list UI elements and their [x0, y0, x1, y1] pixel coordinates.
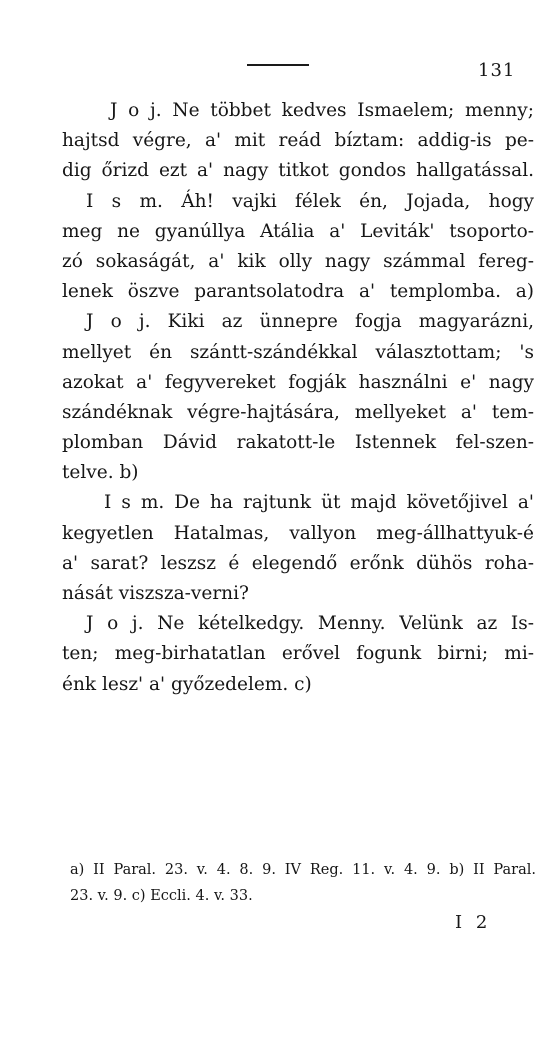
signature-mark: I 2 — [455, 912, 492, 933]
text-line: szándéknak végre-hajtására, mellyeket a' tem- — [62, 401, 534, 423]
text-line: hajtsd végre, a' mit reád bíztam: addig-is pe- — [62, 130, 534, 152]
text-line: kegyetlen Hatalmas, vallyon meg-állhattyuk-é — [62, 522, 534, 544]
text-line: azokat a' fegyvereket fogják használni e' nagy — [62, 371, 534, 393]
text-line: zó sokaságát, a' kik olly nagy számmal fereg- — [62, 250, 534, 272]
text-line: J o j. Ne többet kedves Ismaelem; menny; — [110, 100, 534, 121]
text-line: J o j. Ne kételkedgy. Menny. Velünk az Is- — [86, 613, 534, 635]
dialogue-text — [62, 96, 534, 700]
text-line: dig őrizd ezt a' nagy titkot gondos hallgatással. — [62, 160, 534, 182]
text-line: mellyet én szántt-szándékkal választottam; 's — [62, 341, 534, 363]
text-line: telve. b) — [62, 462, 139, 484]
footnote-line: 23. v. 9. c) Eccli. 4. v. 33. — [70, 888, 253, 904]
text-line: plomban Dávid rakatott-le Istennek fel-szen- — [62, 432, 534, 454]
text-line: meg ne gyanúllya Atália a' Leviták' tsoporto- — [62, 220, 534, 242]
text-line: I s m. De ha rajtunk üt majd követőjivel a' — [104, 492, 534, 514]
text-line: ten; meg-birhatatlan erővel fogunk birni; mi- — [62, 643, 534, 665]
text-line: nását viszsza-verni? — [62, 583, 249, 604]
text-line: J o j. Kiki az ünnepre fogja magyarázni, — [86, 311, 534, 333]
footnote-line: a) II Paral. 23. v. 4. 8. 9. IV Reg. 11. v. 4. 9. b) II Paral. — [70, 862, 536, 878]
text-line: lenek öszve parantsolatodra a' templomba. a) — [62, 281, 534, 303]
text-line: a' sarat? leszsz é elegendő erőnk dühös roha- — [62, 552, 534, 574]
page-number: 131 — [478, 60, 516, 81]
header-rule — [247, 64, 309, 66]
text-line: énk lesz' a' győzedelem. c) — [62, 673, 312, 695]
text-line: I s m. Áh! vajki félek én, Jojada, hogy — [86, 190, 534, 212]
footnotes — [70, 857, 536, 909]
